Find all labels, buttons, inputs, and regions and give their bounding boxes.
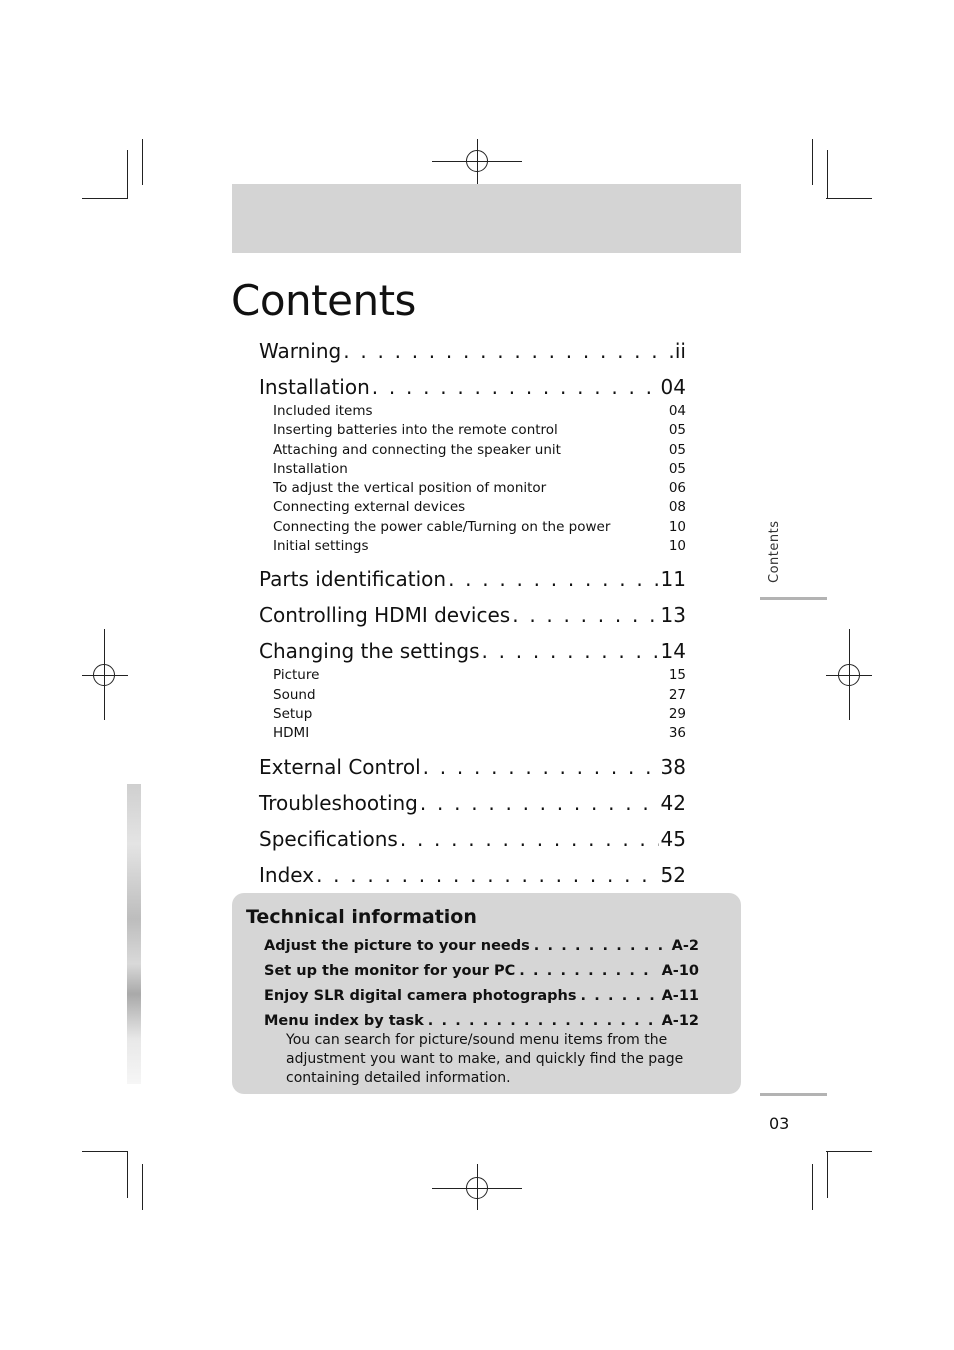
toc-sub-entry-label: Attaching and connecting the speaker unit (273, 441, 561, 458)
technical-info-entry-label: Adjust the picture to your needs (264, 938, 530, 954)
toc-sub-entry-label: To adjust the vertical position of monitor (273, 480, 547, 497)
dot-leader (534, 934, 668, 959)
toc-sub-entry-label: Installation (273, 460, 348, 477)
toc-entry-page: 52 (660, 862, 686, 887)
toc-entry-page: 45 (660, 826, 686, 851)
toc-sub-entry-page: 15 (668, 667, 686, 684)
dot-leader (519, 959, 657, 984)
technical-info-list (264, 934, 699, 1034)
toc-entry-page: 42 (660, 790, 686, 815)
toc-sub-entry[interactable] (273, 666, 686, 685)
toc-entry-page: 13 (660, 603, 686, 628)
toc-entry[interactable] (259, 336, 686, 366)
toc-sub-entry[interactable] (273, 705, 686, 724)
toc-sub-entry-page: 05 (668, 460, 686, 477)
technical-info-entry[interactable] (264, 934, 699, 959)
toc-sub-entry[interactable] (273, 460, 686, 479)
toc-sub-entry[interactable] (273, 686, 686, 705)
toc-sub-entry-page: 10 (668, 518, 686, 535)
dot-leader (448, 564, 658, 594)
toc-sub-entry-label: Picture (273, 667, 320, 684)
toc-sub-entry-label: Included items (273, 403, 373, 419)
dot-leader (581, 984, 658, 1009)
toc-sub-entry-page: 06 (668, 480, 686, 497)
toc-sub-entry-label: Inserting batteries into the remote control (273, 422, 558, 439)
toc-sub-entry[interactable] (273, 402, 686, 421)
toc-entry[interactable] (259, 636, 686, 666)
edge-photo-strip (127, 784, 141, 1084)
toc-sub-entry[interactable] (273, 518, 686, 537)
technical-info-entry-label: Menu index by task (264, 1013, 424, 1029)
toc-sub-entry-page: 04 (668, 403, 686, 419)
toc-entry-page: 04 (660, 375, 686, 399)
toc-sub-entry-label: Setup (273, 705, 313, 722)
toc-sub-entry-label: HDMI (273, 725, 310, 742)
technical-info-note: You can search for picture/sound menu items from the adjustment you want to make, and quickly find the page containing detailed information. (286, 1032, 684, 1086)
toc-sub-entry-page: 29 (668, 705, 686, 722)
toc-section (259, 860, 686, 890)
dot-leader (423, 752, 659, 782)
toc-entry-label: Installation (259, 375, 370, 399)
toc-entry-page: ii (674, 339, 686, 363)
header-band (232, 184, 741, 253)
toc-sub-list (273, 666, 686, 743)
toc-entry-page: 14 (660, 639, 686, 664)
side-tab-label: Contents (767, 520, 782, 583)
dot-leader (343, 336, 673, 366)
dot-leader (400, 824, 659, 854)
toc-entry[interactable] (259, 372, 686, 402)
toc-entry-label: Changing the settings (259, 639, 480, 664)
toc-sub-entry-label: Initial settings (273, 538, 369, 555)
technical-info-entry-page: A-2 (671, 938, 699, 954)
toc-sub-entry-label: Sound (273, 686, 316, 703)
toc-sub-entry-label: Connecting external devices (273, 499, 466, 516)
side-rule-bottom (760, 1093, 827, 1096)
toc-sub-entry-page: 10 (668, 538, 686, 555)
toc-entry-label: Troubleshooting (259, 790, 418, 815)
technical-info-entry-page: A-12 (661, 1013, 699, 1029)
technical-info-entry-label: Enjoy SLR digital camera photographs (264, 988, 577, 1004)
toc-sub-entry[interactable] (273, 537, 686, 556)
toc-sub-entry-page: 36 (668, 725, 686, 742)
toc-section (259, 636, 686, 743)
toc-section (259, 564, 686, 594)
toc-sub-entry-page: 05 (668, 441, 686, 458)
toc-entry-label: Warning (259, 339, 342, 363)
toc-sub-entry[interactable] (273, 724, 686, 743)
toc-entry-page: 11 (660, 567, 686, 592)
dot-leader (420, 788, 659, 818)
toc-entry-label: Specifications (259, 826, 398, 851)
toc-sub-entry[interactable] (273, 498, 686, 517)
toc-sub-entry-label: Connecting the power cable/Turning on the power (273, 518, 611, 535)
technical-info-title: Technical information (246, 906, 477, 928)
toc-entry[interactable] (259, 788, 686, 818)
toc-section (259, 336, 686, 366)
toc-entry-page: 38 (660, 754, 686, 779)
toc-entry[interactable] (259, 824, 686, 854)
page-title: Contents (231, 276, 416, 325)
dot-leader (316, 860, 658, 890)
toc-sub-entry-page: 08 (668, 499, 686, 516)
toc-entry[interactable] (259, 860, 686, 890)
technical-info-entry-page: A-11 (661, 988, 699, 1004)
side-rule-top (760, 597, 827, 600)
toc-entry-label: Controlling HDMI devices (259, 603, 511, 628)
dot-leader (512, 600, 658, 630)
toc-entry-label: Index (259, 862, 315, 887)
toc-sub-entry[interactable] (273, 441, 686, 460)
toc-section (259, 824, 686, 854)
technical-info-entry-label: Set up the monitor for your PC (264, 963, 516, 979)
toc-entry-label: Parts identification (259, 567, 447, 592)
toc-sub-entry[interactable] (273, 421, 686, 440)
toc-sub-entry-page: 27 (668, 686, 686, 703)
technical-info-entry[interactable] (264, 959, 699, 984)
dot-leader (482, 636, 659, 666)
page-number: 03 (769, 1114, 790, 1133)
toc-entry[interactable] (259, 600, 686, 630)
toc-entry[interactable] (259, 564, 686, 594)
toc-sub-entry-page: 05 (668, 422, 686, 439)
toc-section (259, 600, 686, 630)
technical-info-entry-page: A-10 (661, 963, 699, 979)
toc-section (259, 752, 686, 782)
toc-entry[interactable] (259, 752, 686, 782)
toc-sub-entry[interactable] (273, 479, 686, 498)
technical-info-entry[interactable] (264, 984, 699, 1009)
table-of-contents (259, 336, 686, 896)
toc-section (259, 372, 686, 556)
toc-section (259, 788, 686, 818)
toc-entry-label: External Control (259, 754, 421, 779)
toc-sub-list (273, 402, 686, 556)
dot-leader (372, 372, 659, 402)
